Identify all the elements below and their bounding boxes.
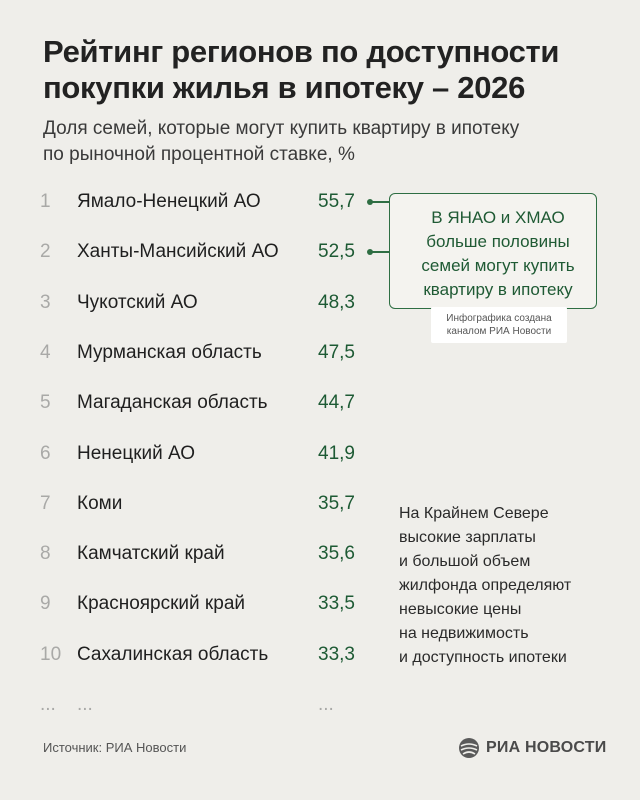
title-line-2: покупки жилья в ипотеку – 2026 xyxy=(43,70,526,105)
credit-badge xyxy=(431,307,567,343)
region-name: Красноярский край xyxy=(77,593,245,615)
region-name: Сахалинская область xyxy=(77,643,269,665)
region-name: Коми xyxy=(77,492,123,514)
note-line: высокие зарплаты xyxy=(399,529,536,546)
callout-line: квартиру в ипотеку xyxy=(423,280,573,299)
credit-line-1: Инфографика создана xyxy=(446,313,552,324)
source-text: Источник: РИА Новости xyxy=(43,740,187,755)
table-row xyxy=(0,187,380,217)
share-value: 33,3 xyxy=(318,643,355,665)
logo-text: РИА НОВОСТИ xyxy=(486,739,607,756)
callout-text xyxy=(400,206,596,302)
rank-number: 5 xyxy=(40,392,51,414)
table-row xyxy=(0,388,380,418)
rank-number: ... xyxy=(40,694,56,715)
share-value: 35,7 xyxy=(318,492,355,514)
region-name: Ханты-Мансийский АО xyxy=(77,241,279,263)
table-row xyxy=(0,589,380,619)
share-value: 52,5 xyxy=(318,241,355,263)
table-row xyxy=(0,640,380,670)
connector-line-1 xyxy=(370,201,390,203)
page-title xyxy=(43,34,613,106)
ria-logo xyxy=(458,736,606,760)
region-name: Чукотский АО xyxy=(77,291,198,313)
rank-number: 10 xyxy=(40,643,62,665)
rank-number: 7 xyxy=(40,492,51,514)
share-value: 55,7 xyxy=(318,191,355,212)
table-row xyxy=(0,439,380,469)
share-value: 41,9 xyxy=(318,442,355,464)
rank-number: 3 xyxy=(40,291,51,313)
share-value: 48,3 xyxy=(318,291,355,313)
rank-number: 8 xyxy=(40,543,51,565)
callout-line: В ЯНАО и ХМАО xyxy=(431,208,565,227)
note-line: невысокие цены xyxy=(399,601,522,618)
share-value: 44,7 xyxy=(318,392,355,414)
credit-line-2: каналом РИА Новости xyxy=(446,326,552,337)
table-row xyxy=(0,539,380,569)
subtitle-line-2: по рыночной процентной ставке, % xyxy=(43,144,355,165)
note-line: и большой объем xyxy=(399,553,531,570)
share-value: 35,6 xyxy=(318,543,355,565)
connector-line-2 xyxy=(370,251,390,253)
subtitle xyxy=(43,116,603,168)
side-note xyxy=(399,502,619,670)
subtitle-line-1: Доля семей, которые могут купить квартиру в ипотеку xyxy=(43,118,520,139)
table-row xyxy=(0,489,380,519)
region-name: ... xyxy=(77,694,93,715)
rank-number: 4 xyxy=(40,341,51,363)
title-line-1: Рейтинг регионов по доступности xyxy=(43,34,560,69)
note-line: жилфонда определяют xyxy=(399,577,572,594)
callout-box xyxy=(389,193,597,309)
callout-line: больше половины xyxy=(426,232,570,251)
region-name: Ненецкий АО xyxy=(77,442,196,464)
region-name: Камчатский край xyxy=(77,543,225,565)
callout-line: семей могут купить xyxy=(421,256,575,275)
rank-number: 9 xyxy=(40,593,51,615)
rank-number: 2 xyxy=(40,241,51,263)
region-name: Ямало-Ненецкий АО xyxy=(77,191,261,212)
note-line: На Крайнем Севере xyxy=(399,505,549,522)
note-line: на недвижимость xyxy=(399,625,529,642)
ria-globe-icon xyxy=(458,737,480,759)
table-row xyxy=(0,237,380,267)
region-name: Мурманская область xyxy=(77,341,262,363)
share-value: ... xyxy=(318,694,334,715)
table-row xyxy=(0,288,380,318)
share-value: 47,5 xyxy=(318,341,355,363)
table-row xyxy=(0,338,380,368)
table-row-ellipsis xyxy=(0,690,380,720)
rank-number: 6 xyxy=(40,442,51,464)
region-name: Магаданская область xyxy=(77,392,268,414)
note-line: и доступность ипотеки xyxy=(399,649,567,666)
share-value: 33,5 xyxy=(318,593,355,615)
rank-number: 1 xyxy=(40,191,51,212)
